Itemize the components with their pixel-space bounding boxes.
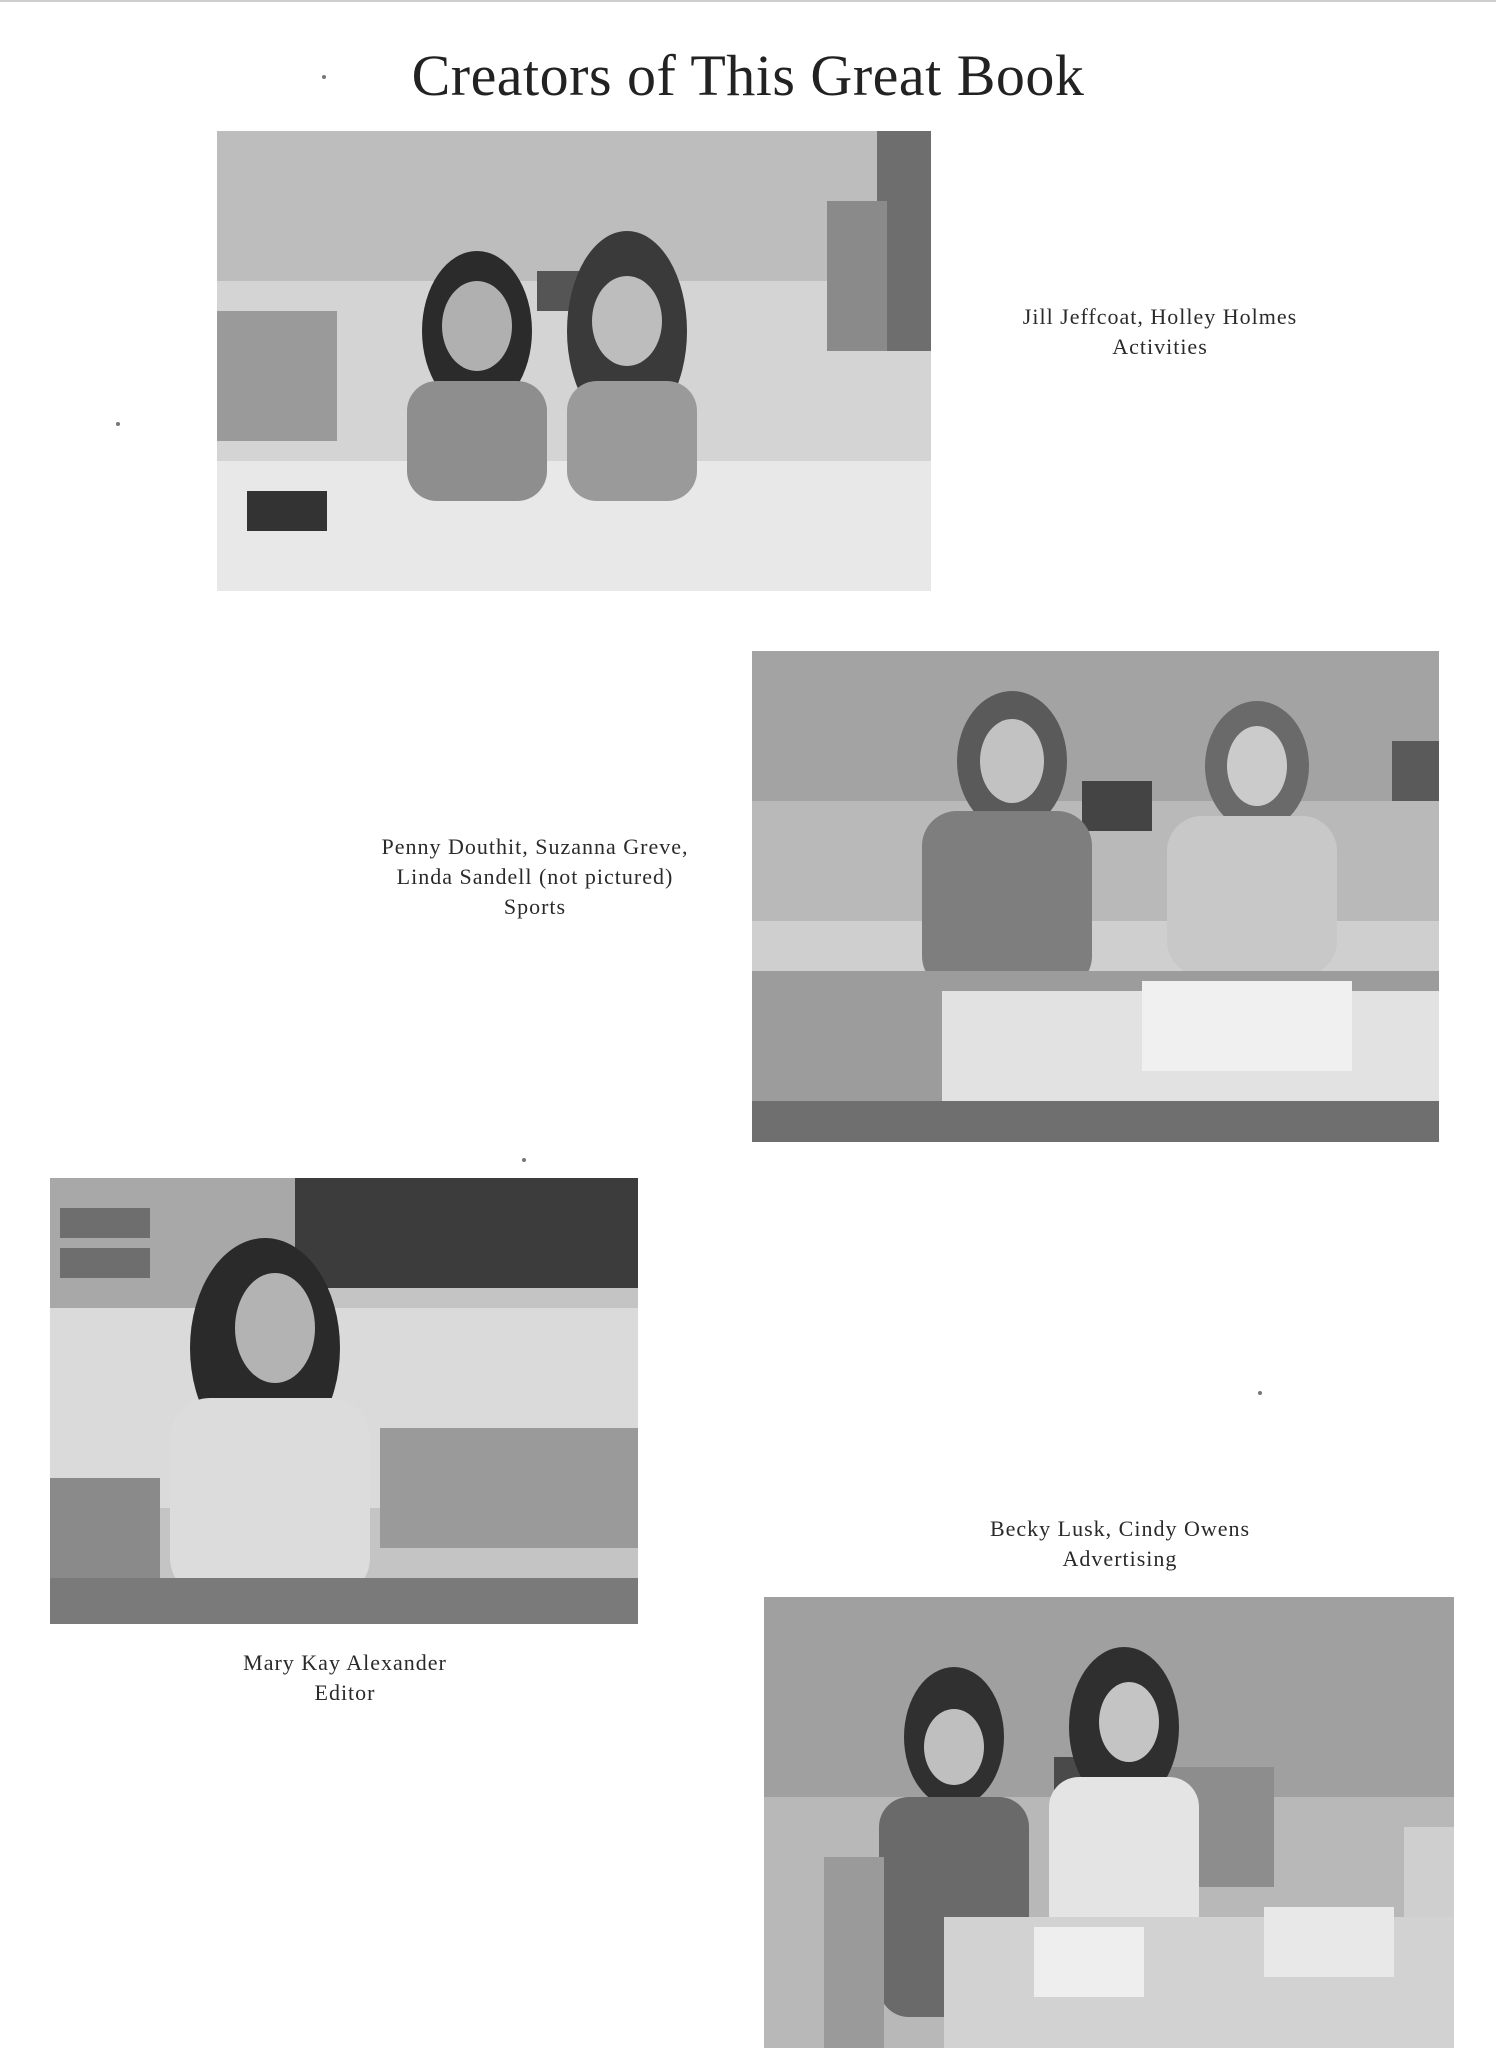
page-title: Creators of This Great Book — [411, 43, 1085, 108]
caption-editor — [150, 1648, 540, 1708]
caption-editor-names: Mary Kay Alexander — [243, 1650, 447, 1675]
caption-activities-role: Activities — [1112, 334, 1208, 359]
caption-sports-names-line2: Linda Sandell (not pictured) — [396, 864, 674, 889]
caption-activities — [940, 302, 1380, 362]
caption-sports — [330, 832, 740, 922]
photo-sports — [752, 651, 1439, 1142]
caption-activities-names: Jill Jeffcoat, Holley Holmes — [1022, 304, 1298, 329]
photo-editor-image — [50, 1178, 638, 1624]
scan-speck — [322, 75, 326, 79]
scan-speck — [1258, 1391, 1262, 1395]
caption-advertising-names: Becky Lusk, Cindy Owens — [989, 1516, 1251, 1541]
photo-sports-image — [752, 651, 1439, 1142]
caption-advertising — [920, 1514, 1320, 1574]
photo-advertising-image — [764, 1597, 1454, 2048]
caption-sports-names-line1: Penny Douthit, Suzanna Greve, — [381, 834, 689, 859]
caption-sports-role: Sports — [503, 894, 567, 919]
photo-activities — [217, 131, 931, 591]
scan-speck — [116, 422, 120, 426]
photo-activities-image — [217, 131, 931, 591]
caption-advertising-role: Advertising — [1062, 1546, 1178, 1571]
caption-editor-role: Editor — [314, 1680, 376, 1705]
scan-speck — [522, 1158, 526, 1162]
photo-advertising — [764, 1597, 1454, 2048]
page-top-edge — [0, 0, 1496, 2]
photo-editor — [50, 1178, 638, 1624]
